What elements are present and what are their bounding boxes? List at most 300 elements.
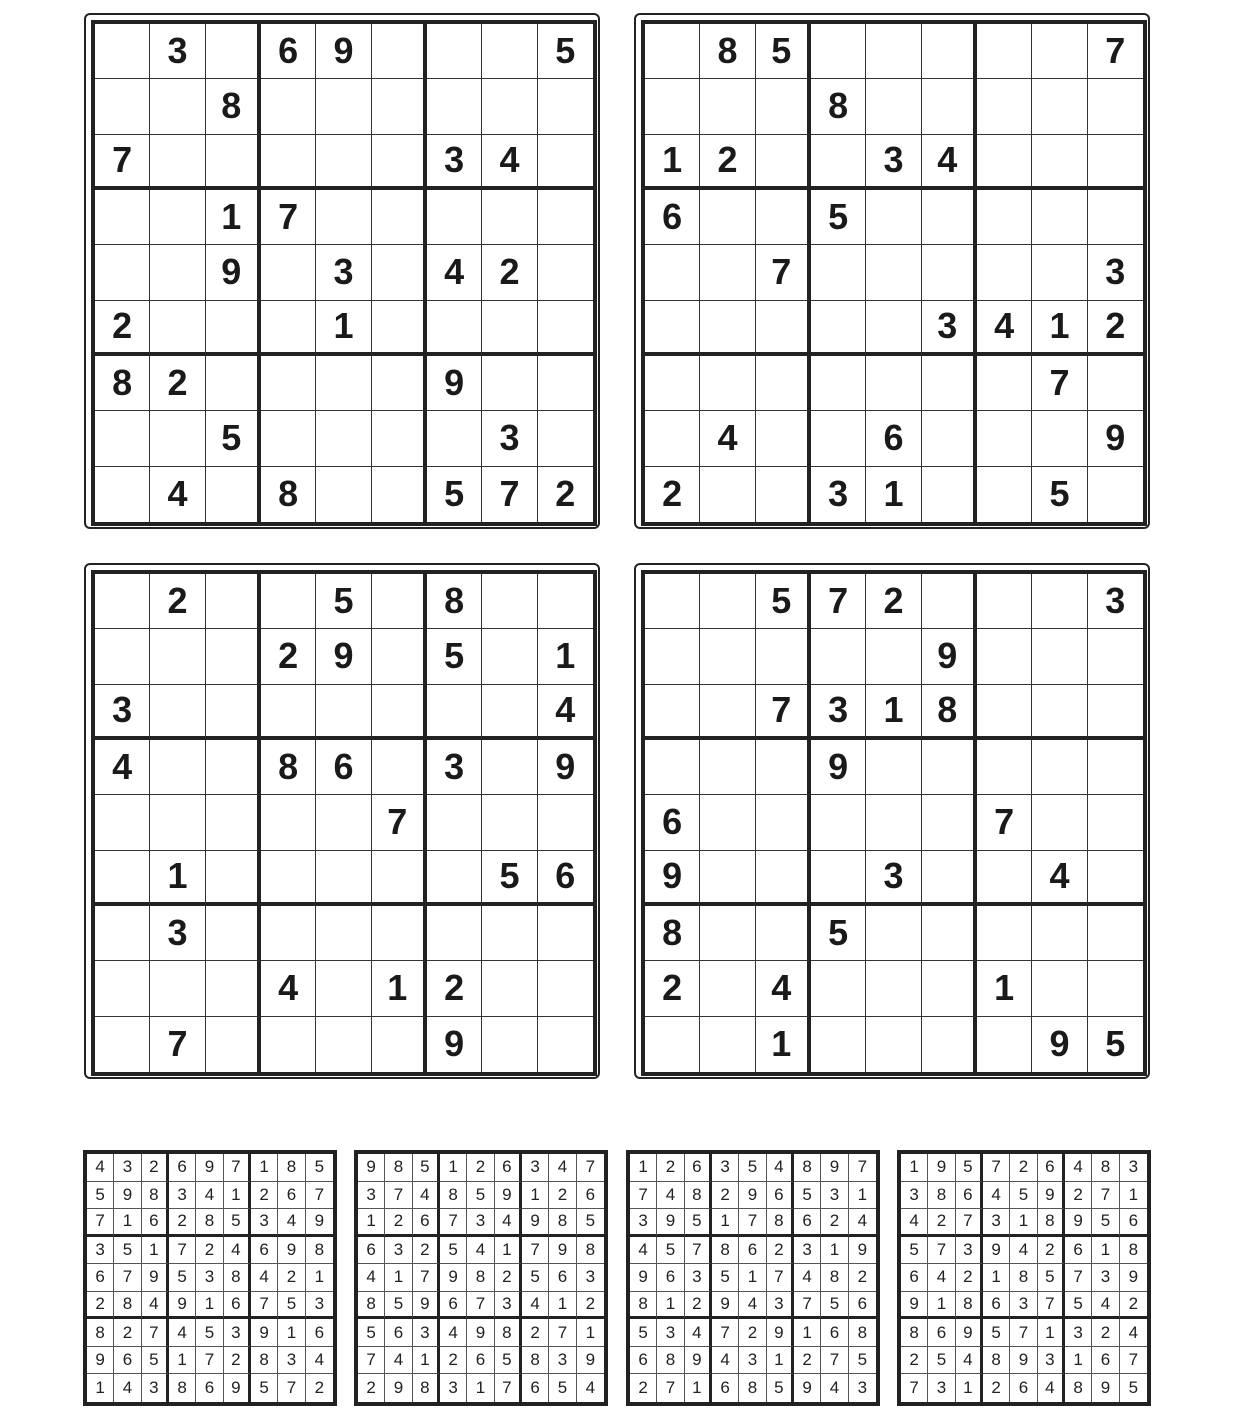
- sudoku-cell: 8: [413, 1374, 440, 1402]
- sudoku-cell: 6: [114, 1347, 141, 1375]
- sudoku-cell: 3: [413, 1319, 440, 1347]
- sudoku-cell: 3: [482, 411, 537, 466]
- sudoku-cell: 4: [251, 1264, 278, 1292]
- sudoku-cell: [372, 574, 427, 629]
- sudoku-cell: 9: [1092, 1374, 1119, 1402]
- sudoku-cell: [538, 906, 593, 961]
- sudoku-cell: 2: [314, 1378, 325, 1398]
- sudoku-cell: 1: [196, 1292, 223, 1320]
- sudoku-cell: 5: [956, 1154, 983, 1182]
- sudoku-cell: [977, 740, 1032, 795]
- sudoku-cell: 4: [585, 1378, 596, 1398]
- sudoku-cell: 6: [142, 1209, 169, 1237]
- sudoku-cell: 3: [95, 685, 150, 740]
- sudoku-cell: 6: [956, 1182, 983, 1210]
- sudoku-cell: 6: [1120, 1209, 1147, 1237]
- sudoku-cell: 1: [1032, 301, 1087, 356]
- sudoku-cell: 2: [482, 245, 537, 300]
- sudoku-cell: 4: [1010, 1237, 1037, 1265]
- sudoku-cell: 3: [196, 1264, 223, 1292]
- sudoku-cell: 7: [739, 1209, 766, 1237]
- sudoku-cell: 4: [169, 1319, 196, 1347]
- sudoku-cell: 8: [224, 1264, 251, 1292]
- sudoku-cell: [316, 851, 371, 906]
- sudoku-cell: 2: [849, 1264, 876, 1292]
- sudoku-cell: 7: [794, 1292, 821, 1320]
- sudoku-cell: 9: [657, 1209, 684, 1237]
- sudoku-cell: 8: [630, 1292, 657, 1320]
- sudoku-cell: 3: [657, 1319, 684, 1347]
- sudoku-cell: [482, 79, 537, 134]
- sudoku-cell: 4: [821, 1374, 848, 1402]
- sudoku-cell: 8: [849, 1319, 876, 1347]
- sudoku-cell: 1: [306, 1264, 333, 1292]
- sudoku-cell: 5: [811, 190, 866, 245]
- sudoku-cell: 1: [739, 1264, 766, 1292]
- sudoku-cell: 8: [712, 1237, 739, 1265]
- sudoku-cell: 8: [278, 1154, 305, 1182]
- sudoku-cell: 3: [427, 135, 482, 190]
- sudoku-cell: [1032, 79, 1087, 134]
- sudoku-cell: 7: [114, 1264, 141, 1292]
- sudoku-cell: 8: [261, 740, 316, 795]
- sudoku-cell: 4: [977, 301, 1032, 356]
- sudoku-cell: [1088, 79, 1143, 134]
- sudoku-cell: 4: [358, 1264, 385, 1292]
- sudoku-cell: 1: [142, 1237, 169, 1265]
- sudoku-cell: 5: [1065, 1292, 1092, 1320]
- sudoku-cell: [538, 411, 593, 466]
- sudoku-cell: 1: [767, 1347, 794, 1375]
- sudoku-cell: 6: [767, 1182, 794, 1210]
- sudoku-cell: [1032, 574, 1087, 629]
- sudoku-cell: [372, 685, 427, 740]
- sudoku-cell: [977, 906, 1032, 961]
- sudoku-cell: 8: [645, 906, 700, 961]
- sudoku-cell: [538, 961, 593, 1016]
- sudoku-cell: 9: [922, 629, 977, 684]
- sudoku-cell: 2: [261, 629, 316, 684]
- sudoku-cell: 5: [821, 1292, 848, 1320]
- sudoku-cell: [922, 24, 977, 79]
- sudoku-cell: [427, 795, 482, 850]
- sudoku-cell: [700, 740, 755, 795]
- sudoku-cell: 9: [1038, 1182, 1065, 1210]
- sudoku-cell: [811, 356, 866, 411]
- sudoku-cell: [977, 574, 1032, 629]
- sudoku-cell: 3: [114, 1154, 141, 1182]
- sudoku-cell: 3: [251, 1209, 278, 1237]
- sudoku-cell: [1032, 906, 1087, 961]
- sudoku-cell: 4: [983, 1182, 1010, 1210]
- sudoku-cell: 8: [358, 1292, 385, 1320]
- sudoku-cell: [922, 740, 977, 795]
- sudoku-puzzle-3: [84, 563, 600, 1079]
- sudoku-cell: 1: [928, 1292, 955, 1320]
- sudoku-cell: 7: [756, 685, 811, 740]
- sudoku-cell: [1032, 795, 1087, 850]
- sudoku-cell: 7: [1032, 356, 1087, 411]
- sudoku-cell: 4: [922, 135, 977, 190]
- puzzle-grid: [641, 20, 1147, 526]
- sudoku-cell: [700, 79, 755, 134]
- sudoku-cell: [316, 961, 371, 1016]
- sudoku-cell: 7: [150, 1017, 205, 1072]
- sudoku-cell: [866, 245, 921, 300]
- sudoku-solution-2: [354, 1150, 608, 1406]
- sudoku-cell: [811, 795, 866, 850]
- sudoku-solution-3: [626, 1150, 880, 1406]
- sudoku-cell: 3: [983, 1209, 1010, 1237]
- sudoku-cell: 6: [630, 1347, 657, 1375]
- sudoku-cell: [261, 574, 316, 629]
- sudoku-cell: [1088, 629, 1143, 684]
- sudoku-cell: 7: [983, 1154, 1010, 1182]
- sudoku-cell: [922, 190, 977, 245]
- sudoku-cell: 4: [538, 685, 593, 740]
- sudoku-cell: [922, 961, 977, 1016]
- sudoku-cell: 9: [983, 1237, 1010, 1265]
- sudoku-cell: 6: [577, 1182, 604, 1210]
- sudoku-cell: 9: [224, 1374, 251, 1402]
- sudoku-cell: [538, 190, 593, 245]
- sudoku-cell: [95, 961, 150, 1016]
- sudoku-cell: [977, 467, 1032, 522]
- sudoku-cell: [645, 685, 700, 740]
- sudoku-cell: 1: [794, 1319, 821, 1347]
- sudoku-cell: 3: [278, 1347, 305, 1375]
- sudoku-cell: 3: [495, 1292, 522, 1320]
- sudoku-cell: 6: [794, 1209, 821, 1237]
- sudoku-cell: 8: [495, 1319, 522, 1347]
- sudoku-cell: 3: [577, 1264, 604, 1292]
- sudoku-cell: [811, 135, 866, 190]
- sudoku-cell: 2: [657, 1154, 684, 1182]
- sudoku-cell: 3: [169, 1182, 196, 1210]
- sudoku-cell: 3: [427, 740, 482, 795]
- sudoku-cell: [756, 190, 811, 245]
- sudoku-cell: 5: [142, 1347, 169, 1375]
- sudoku-cell: 1: [385, 1264, 412, 1292]
- sudoku-cell: 8: [169, 1374, 196, 1402]
- sudoku-cell: 2: [1088, 301, 1143, 356]
- sudoku-cell: 3: [811, 467, 866, 522]
- sudoku-cell: 1: [1038, 1319, 1065, 1347]
- sudoku-cell: [206, 301, 261, 356]
- sudoku-cell: [700, 629, 755, 684]
- sudoku-cell: 2: [645, 961, 700, 1016]
- sudoku-cell: [700, 467, 755, 522]
- sudoku-cell: [150, 795, 205, 850]
- sudoku-cell: 5: [87, 1182, 114, 1210]
- sudoku-cell: 4: [756, 961, 811, 1016]
- sudoku-cell: [756, 301, 811, 356]
- sudoku-cell: 4: [440, 1319, 467, 1347]
- sudoku-cell: 4: [1032, 851, 1087, 906]
- sudoku-cell: 2: [224, 1347, 251, 1375]
- sudoku-cell: 7: [278, 1374, 305, 1402]
- sudoku-cell: 2: [555, 473, 576, 515]
- sudoku-cell: 5: [811, 906, 866, 961]
- sudoku-cell: 8: [794, 1154, 821, 1182]
- sudoku-cell: 9: [1032, 1017, 1087, 1072]
- sudoku-cell: 7: [1092, 1182, 1119, 1210]
- sudoku-cell: 4: [849, 1209, 876, 1237]
- sudoku-cell: 2: [685, 1292, 712, 1320]
- sudoku-cell: 7: [630, 1182, 657, 1210]
- sudoku-cell: [811, 245, 866, 300]
- sudoku-cell: 6: [538, 851, 593, 906]
- sudoku-cell: [1088, 795, 1143, 850]
- sudoku-cell: [922, 356, 977, 411]
- sudoku-cell: 7: [142, 1319, 169, 1347]
- sudoku-cell: 2: [1092, 1319, 1119, 1347]
- sudoku-cell: 2: [522, 1319, 549, 1347]
- sudoku-cell: 8: [1038, 1209, 1065, 1237]
- sudoku-cell: 1: [206, 190, 261, 245]
- sudoku-cell: 4: [928, 1264, 955, 1292]
- sudoku-cell: [977, 685, 1032, 740]
- sudoku-cell: 7: [811, 574, 866, 629]
- sudoku-cell: [206, 1017, 261, 1072]
- sudoku-cell: 4: [712, 1347, 739, 1375]
- sudoku-cell: 2: [577, 1292, 604, 1320]
- sudoku-cell: 3: [685, 1264, 712, 1292]
- sudoku-cell: 8: [306, 1237, 333, 1265]
- sudoku-cell: 5: [413, 1154, 440, 1182]
- sudoku-cell: [538, 301, 593, 356]
- sudoku-cell: 4: [427, 245, 482, 300]
- sudoku-cell: 1: [645, 135, 700, 190]
- sudoku-cell: 5: [756, 574, 811, 629]
- sudoku-cell: 5: [577, 1209, 604, 1237]
- sudoku-cell: 9: [685, 1347, 712, 1375]
- sudoku-cell: 3: [928, 1374, 955, 1402]
- sudoku-cell: [700, 906, 755, 961]
- sudoku-cell: 3: [358, 1182, 385, 1210]
- sudoku-cell: 7: [1120, 1347, 1147, 1375]
- sudoku-cell: 2: [700, 135, 755, 190]
- sudoku-cell: 5: [630, 1319, 657, 1347]
- sudoku-cell: [645, 301, 700, 356]
- sudoku-cell: 4: [413, 1182, 440, 1210]
- sudoku-cell: 1: [440, 1154, 467, 1182]
- sudoku-cell: [811, 411, 866, 466]
- puzzle-grid: [641, 570, 1147, 1076]
- sudoku-cell: 9: [440, 1264, 467, 1292]
- sudoku-cell: [645, 740, 700, 795]
- sudoku-cell: [206, 851, 261, 906]
- sudoku-cell: [977, 24, 1032, 79]
- sudoku-cell: 1: [1092, 1237, 1119, 1265]
- sudoku-cell: 8: [114, 1292, 141, 1320]
- sudoku-cell: [316, 135, 371, 190]
- sudoku-cell: 3: [440, 1374, 467, 1402]
- sudoku-cell: [977, 1017, 1032, 1072]
- sudoku-cell: 9: [849, 1237, 876, 1265]
- sudoku-cell: 2: [278, 1264, 305, 1292]
- sudoku-cell: 9: [549, 1237, 576, 1265]
- sudoku-cell: 7: [169, 1237, 196, 1265]
- sudoku-cell: 5: [224, 1209, 251, 1237]
- sudoku-cell: [316, 79, 371, 134]
- sudoku-cell: 3: [866, 851, 921, 906]
- sudoku-cell: 7: [1088, 24, 1143, 79]
- sudoku-cell: 9: [413, 1292, 440, 1320]
- sudoku-cell: 9: [811, 740, 866, 795]
- sudoku-cell: [482, 740, 537, 795]
- sudoku-cell: 8: [685, 1182, 712, 1210]
- sudoku-cell: [645, 574, 700, 629]
- sudoku-cell: 5: [522, 1264, 549, 1292]
- sudoku-cell: 4: [1038, 1374, 1065, 1402]
- sudoku-cell: [756, 906, 811, 961]
- sudoku-cell: [261, 1017, 316, 1072]
- sudoku-cell: [316, 685, 371, 740]
- sudoku-cell: [427, 301, 482, 356]
- sudoku-cell: [1088, 851, 1143, 906]
- sudoku-cell: 3: [1092, 1264, 1119, 1292]
- sudoku-cell: [645, 79, 700, 134]
- sudoku-cell: 9: [901, 1292, 928, 1320]
- sudoku-cell: 3: [1120, 1154, 1147, 1182]
- sudoku-cell: [700, 795, 755, 850]
- sudoku-cell: [811, 24, 866, 79]
- sudoku-cell: 7: [251, 1292, 278, 1320]
- sudoku-cell: 8: [767, 1209, 794, 1237]
- sudoku-cell: 7: [928, 1237, 955, 1265]
- sudoku-cell: [482, 1017, 537, 1072]
- sudoku-cell: [922, 906, 977, 961]
- sudoku-cell: [95, 574, 150, 629]
- sudoku-cell: 7: [767, 1264, 794, 1292]
- sudoku-cell: 1: [316, 301, 371, 356]
- sudoku-cell: 7: [196, 1347, 223, 1375]
- sudoku-cell: 5: [1092, 1209, 1119, 1237]
- sudoku-cell: 8: [427, 574, 482, 629]
- sudoku-cell: 5: [206, 411, 261, 466]
- sudoku-cell: 2: [150, 356, 205, 411]
- sudoku-cell: 2: [385, 1209, 412, 1237]
- sudoku-cell: [95, 24, 150, 79]
- sudoku-cell: [150, 411, 205, 466]
- sudoku-cell: 7: [1065, 1264, 1092, 1292]
- sudoku-cell: 6: [278, 1182, 305, 1210]
- sudoku-cell: 8: [440, 1182, 467, 1210]
- sudoku-cell: 4: [196, 1182, 223, 1210]
- sudoku-cell: [261, 301, 316, 356]
- sudoku-cell: 9: [767, 1319, 794, 1347]
- sudoku-cell: 1: [251, 1154, 278, 1182]
- sudoku-cell: [206, 24, 261, 79]
- sudoku-cell: 5: [358, 1319, 385, 1347]
- sudoku-cell: 5: [767, 1374, 794, 1402]
- sudoku-cell: 4: [278, 1209, 305, 1237]
- sudoku-cell: [1088, 740, 1143, 795]
- sudoku-cell: 6: [261, 24, 316, 79]
- sudoku-cell: 1: [866, 685, 921, 740]
- sudoku-cell: [316, 906, 371, 961]
- sudoku-cell: 9: [142, 1264, 169, 1292]
- sudoku-cell: 1: [712, 1209, 739, 1237]
- sudoku-cell: [206, 961, 261, 1016]
- sudoku-cell: [427, 906, 482, 961]
- sudoku-cell: 4: [385, 1347, 412, 1375]
- sudoku-cell: 3: [739, 1347, 766, 1375]
- sudoku-cell: [866, 629, 921, 684]
- sudoku-cell: 9: [538, 740, 593, 795]
- sudoku-cell: 5: [316, 574, 371, 629]
- sudoku-cell: 3: [549, 1347, 576, 1375]
- sudoku-cell: [700, 301, 755, 356]
- sudoku-cell: 8: [657, 1347, 684, 1375]
- sudoku-cell: 2: [645, 467, 700, 522]
- sudoku-cell: 8: [196, 1209, 223, 1237]
- sudoku-cell: [261, 795, 316, 850]
- sudoku-cell: [372, 79, 427, 134]
- sudoku-cell: 5: [114, 1237, 141, 1265]
- sudoku-cell: 1: [538, 629, 593, 684]
- sudoku-cell: 4: [1092, 1292, 1119, 1320]
- sudoku-cell: [1032, 135, 1087, 190]
- sudoku-cell: [206, 685, 261, 740]
- sudoku-cell: 3: [467, 1209, 494, 1237]
- sudoku-cell: 1: [657, 1292, 684, 1320]
- sudoku-cell: 5: [1032, 467, 1087, 522]
- sudoku-cell: [645, 356, 700, 411]
- sudoku-cell: [756, 411, 811, 466]
- sudoku-cell: 1: [549, 1292, 576, 1320]
- puzzle-grid: [91, 20, 597, 526]
- sudoku-cell: [866, 79, 921, 134]
- sudoku-cell: 5: [549, 1374, 576, 1402]
- sudoku-cell: 9: [630, 1264, 657, 1292]
- sudoku-cell: [372, 356, 427, 411]
- sudoku-cell: [811, 629, 866, 684]
- sudoku-puzzle-2: [634, 13, 1150, 529]
- sudoku-cell: [482, 24, 537, 79]
- sudoku-cell: [866, 906, 921, 961]
- sudoku-cell: [977, 245, 1032, 300]
- sudoku-cell: 3: [522, 1154, 549, 1182]
- puzzle-grid: [91, 570, 597, 1076]
- sudoku-cell: 7: [224, 1154, 251, 1182]
- sudoku-cell: [756, 467, 811, 522]
- sudoku-cell: 7: [440, 1209, 467, 1237]
- sudoku-cell: [866, 1017, 921, 1072]
- sudoku-cell: 8: [700, 24, 755, 79]
- sudoku-cell: 3: [956, 1237, 983, 1265]
- sudoku-cell: 9: [645, 851, 700, 906]
- sudoku-cell: 2: [1010, 1154, 1037, 1182]
- sudoku-cell: [922, 795, 977, 850]
- sudoku-cell: 6: [1038, 1154, 1065, 1182]
- sudoku-cell: 4: [522, 1292, 549, 1320]
- sudoku-cell: 7: [522, 1237, 549, 1265]
- sudoku-cell: 2: [427, 961, 482, 1016]
- sudoku-cell: 3: [1065, 1319, 1092, 1347]
- sudoku-cell: 3: [1038, 1347, 1065, 1375]
- sudoku-cell: 2: [712, 1182, 739, 1210]
- sudoku-cell: 3: [811, 685, 866, 740]
- sudoku-cell: 1: [278, 1319, 305, 1347]
- sudoku-cell: [977, 411, 1032, 466]
- sudoku-cell: 5: [306, 1154, 333, 1182]
- sudoku-cell: 2: [983, 1374, 1010, 1402]
- sudoku-cell: 8: [206, 79, 261, 134]
- sudoku-cell: [95, 190, 150, 245]
- sudoku-cell: [1032, 245, 1087, 300]
